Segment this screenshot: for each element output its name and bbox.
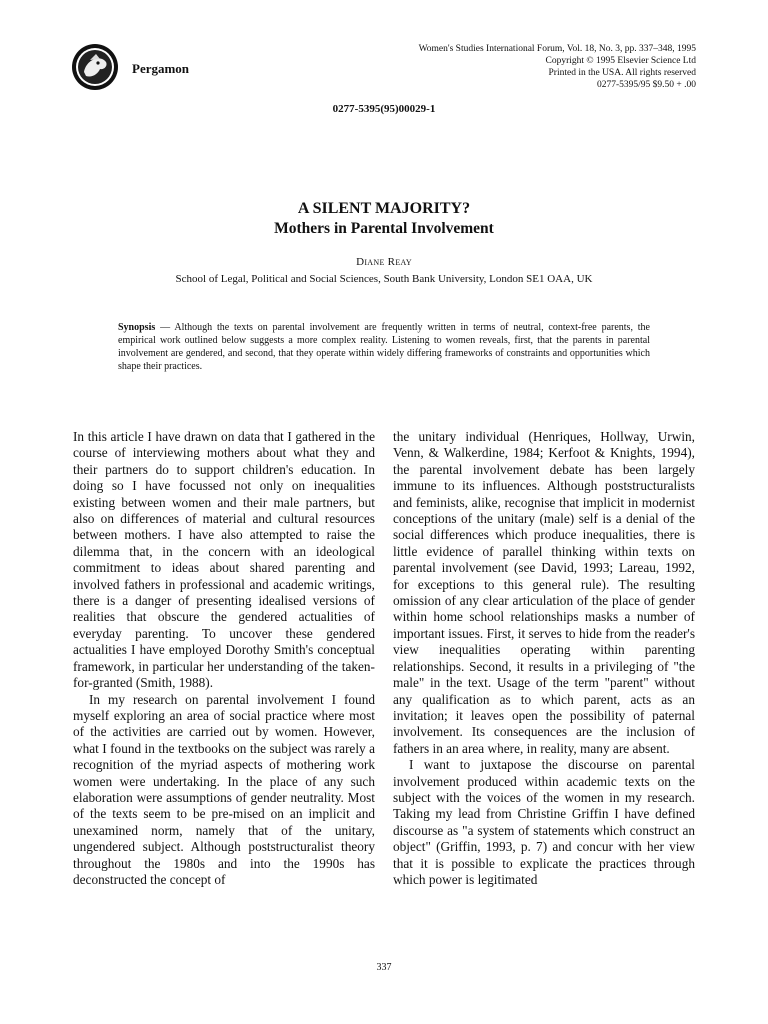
synopsis — [118, 321, 650, 373]
body-paragraph: I want to juxtapose the discourse on parental involvement produced within academic texts on the subject with the voices of the women in my research. Taking my lead from Christine Griffin I have defined discourse as "a system of statements which construct an object" (Griffin, 1993, p. 7) and concur with her view that it is possible to explicate the practices through which power is legitimated — [393, 757, 695, 887]
body-column-right — [393, 429, 695, 888]
publisher-name: Pergamon — [132, 61, 190, 76]
body-paragraph: In this article I have drawn on data that I gathered in the course of interviewing mothers about what they and their partners do to support children's education. In doing so I have focussed not only on inequalities existing between women and their male partners, but also on differences of material and cultural resources between mothers. I have also attempted to raise the dilemma that, in the concern with an ideological commitment to ideas about shared parenting and involved fathers in professional and academic writings, there is a danger of presenting idealised versions of realities that obscure the gendered actualities of everyday parenting. To uncover these gendered actualities I have employed Dorothy Smith's conceptual framework, in particular her understanding of the taken-for-granted (Smith, 1988). — [73, 429, 375, 691]
article-identifier: 0277-5395(95)00029-1 — [332, 103, 436, 115]
journal-citation — [419, 43, 696, 91]
synopsis-label: Synopsis — [118, 322, 156, 333]
body-paragraph: In my research on parental involvement I found myself exploring an area of social practice where most of the activities are carried out by women. However, what I found in the textbooks on the subject was rarely a recognition of the myriad aspects of mothering work women were undertaking. In the place of any such elaboration were assumptions of gender neutrality. Most of the texts seem to be pre-mised on an implicit and unexamined norm, namely that of the unitary, ungendered subject. Although poststructuralist theory throughout the 1980s and into the 1990s has deconstructed the concept of — [73, 691, 375, 887]
price-line: 0277-5395/95 $9.50 + .00 — [596, 80, 696, 90]
journal-line: Women's Studies International Forum, Vol. 18, No. 3, pp. 337–348, 1995 — [418, 44, 696, 54]
author-name: Diane Reay — [356, 256, 412, 268]
body-column-left — [73, 429, 375, 888]
page-number: 337 — [376, 962, 392, 973]
pergamon-logo — [70, 42, 120, 92]
article-subtitle: Mothers in Parental Involvement — [274, 220, 494, 237]
article-title: A SILENT MAJORITY? — [297, 200, 471, 217]
body-paragraph: the unitary individual (Henriques, Hollway, Urwin, Venn, & Walkerdine, 1984; Kerfoot & Knights, 1994), the parental involvement debate has been largely immune to its influences. Although poststructuralists and feminists, alike, recognise that implicit in modernist conceptions of the unitary (male) self is a denial of the social differences which produce inequalities, there is little evidence of parallel thinking within texts on parental involvement (see David, 1993; Lareau, 1992, for exceptions to this general rule). The resulting omission of any clear articulation of the place of gender within home school relationships masks a number of important issues. First, it serves to hide from the reader's view inequalities operating within parenting relationships. Second, it results in a privileging of "the male" in the text. Usage of the term "parent" without any qualification as to which parent, acts as an invitation; it leaves open the possibility of paternal involvement. Its consequences are the inclusion of fathers in an area where, in reality, many are absent. — [393, 429, 695, 756]
author-affiliation: School of Legal, Political and Social Sciences, South Bank University, London SE1 OAA, UK — [175, 273, 593, 285]
synopsis-text: — Although the texts on parental involvement are frequently written in terms of neutral, context-free parents, the empirical work outlined below suggests a more complex reality. Listening to women reveals, first, that the parents in parental involvement are gendered, and second, that they operate within widely differing frameworks of constraints and opportunities which shape their practices. — [118, 322, 650, 372]
copyright-line: Copyright © 1995 Elsevier Science Ltd — [545, 56, 696, 66]
title-block — [0, 199, 768, 239]
rights-line: Printed in the USA. All rights reserved — [548, 68, 696, 78]
